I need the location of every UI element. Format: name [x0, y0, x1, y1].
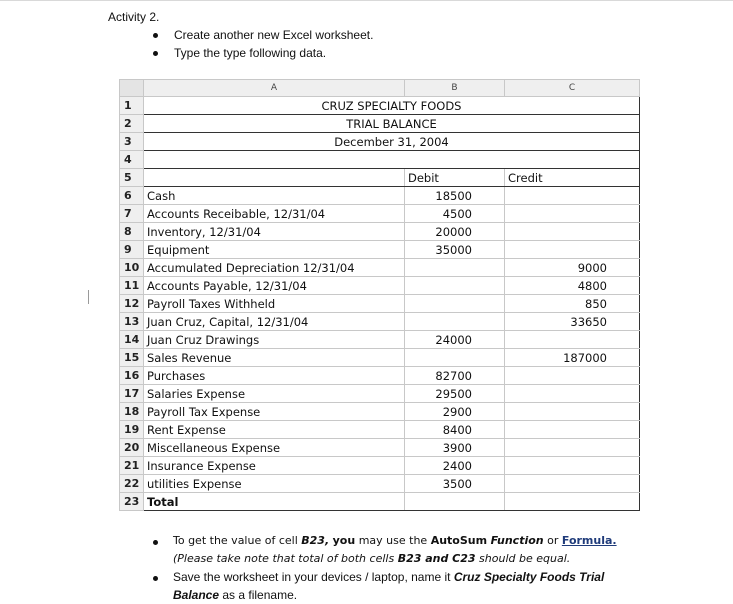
- report-name-cell[interactable]: TRIAL BALANCE: [144, 115, 640, 133]
- note-text: may use the: [355, 534, 431, 547]
- cell-refs-b23-c23: B23 and C23: [397, 552, 476, 565]
- row-number: 20: [120, 439, 144, 457]
- credit-cell[interactable]: [505, 385, 640, 403]
- total-row: [120, 493, 640, 511]
- table-row: [120, 421, 640, 439]
- filename-text: Cruz Specialty Foods Trial Balance: [173, 570, 605, 602]
- debit-cell[interactable]: 2900: [405, 403, 505, 421]
- debit-cell[interactable]: 29500: [405, 385, 505, 403]
- account-cell[interactable]: Salaries Expense: [144, 385, 405, 403]
- row-number: 2: [120, 115, 144, 133]
- table-row: [120, 313, 640, 331]
- debit-cell[interactable]: 35000: [405, 241, 505, 259]
- note-text: Save the worksheet in your devices / laptop, name it: [173, 570, 454, 584]
- table-row: [120, 241, 640, 259]
- debit-cell[interactable]: 2400: [405, 457, 505, 475]
- row-number: 23: [120, 493, 144, 511]
- credit-cell[interactable]: 4800: [505, 277, 640, 295]
- credit-cell[interactable]: [505, 403, 640, 421]
- row-number: 16: [120, 367, 144, 385]
- row-number: 19: [120, 421, 144, 439]
- account-cell[interactable]: Cash: [144, 187, 405, 205]
- credit-header-cell[interactable]: Credit: [505, 169, 640, 187]
- account-cell[interactable]: Payroll Taxes Withheld: [144, 295, 405, 313]
- note-text: or: [543, 534, 562, 547]
- account-cell[interactable]: Insurance Expense: [144, 457, 405, 475]
- company-name-cell[interactable]: CRUZ SPECIALTY FOODS: [144, 97, 640, 115]
- activity-title: Activity 2.: [108, 10, 160, 24]
- credit-cell[interactable]: [505, 475, 640, 493]
- row-number: 5: [120, 169, 144, 187]
- debit-cell[interactable]: 3500: [405, 475, 505, 493]
- account-cell[interactable]: Juan Cruz Drawings: [144, 331, 405, 349]
- instruction-item: Create another new Excel worksheet.: [150, 26, 373, 44]
- row-number: 11: [120, 277, 144, 295]
- credit-total-cell[interactable]: [505, 493, 640, 511]
- row-number: 21: [120, 457, 144, 475]
- table-row: [120, 331, 640, 349]
- autosum-term: AutoSum: [430, 534, 488, 547]
- debit-cell[interactable]: 8400: [405, 421, 505, 439]
- debit-cell[interactable]: [405, 349, 505, 367]
- table-row: [120, 295, 640, 313]
- note-text: (Please take note that total of both cells: [173, 552, 398, 565]
- formula-link[interactable]: Formula.: [561, 534, 617, 547]
- row-number: 10: [120, 259, 144, 277]
- report-date-cell[interactable]: December 31, 2004: [144, 133, 640, 151]
- note-text: as a filename.: [219, 588, 298, 602]
- autosum-note: [150, 532, 650, 568]
- row-number: 14: [120, 331, 144, 349]
- row-number: 15: [120, 349, 144, 367]
- row-number: 13: [120, 313, 144, 331]
- account-cell[interactable]: Sales Revenue: [144, 349, 405, 367]
- debit-header-cell[interactable]: Debit: [405, 169, 505, 187]
- debit-cell[interactable]: 82700: [405, 367, 505, 385]
- account-cell[interactable]: Purchases: [144, 367, 405, 385]
- account-cell[interactable]: utilities Expense: [144, 475, 405, 493]
- debit-cell[interactable]: 4500: [405, 205, 505, 223]
- notes-list: [150, 532, 650, 604]
- spreadsheet: [119, 79, 640, 511]
- row-number: 6: [120, 187, 144, 205]
- table-row: [120, 403, 640, 421]
- table-row: [120, 223, 640, 241]
- account-cell[interactable]: Inventory, 12/31/04: [144, 223, 405, 241]
- row-number: 18: [120, 403, 144, 421]
- table-row: [120, 475, 640, 493]
- blank-cell[interactable]: [144, 151, 640, 169]
- column-header-a[interactable]: A: [144, 80, 405, 97]
- credit-cell[interactable]: 9000: [505, 259, 640, 277]
- row-number: 17: [120, 385, 144, 403]
- debit-cell[interactable]: 18500: [405, 187, 505, 205]
- account-header-cell[interactable]: [144, 169, 405, 187]
- credit-cell[interactable]: [505, 457, 640, 475]
- emphasis-you: you: [332, 534, 356, 547]
- account-cell[interactable]: Payroll Tax Expense: [144, 403, 405, 421]
- row-number: 8: [120, 223, 144, 241]
- select-all-corner[interactable]: [120, 80, 144, 97]
- margin-mark: [88, 290, 89, 304]
- table-row: [120, 439, 640, 457]
- credit-cell[interactable]: [505, 241, 640, 259]
- credit-cell[interactable]: [505, 421, 640, 439]
- table-row: [120, 187, 640, 205]
- cell-ref-b23: B23,: [301, 534, 330, 547]
- row-number: 22: [120, 475, 144, 493]
- row-number: 4: [120, 151, 144, 169]
- column-header-b[interactable]: B: [405, 80, 505, 97]
- row-number: 9: [120, 241, 144, 259]
- note-text: To get the value of cell: [173, 534, 302, 547]
- debit-total-cell[interactable]: [405, 493, 505, 511]
- account-cell[interactable]: Juan Cruz, Capital, 12/31/04: [144, 313, 405, 331]
- table-row: [120, 457, 640, 475]
- debit-cell[interactable]: 24000: [405, 331, 505, 349]
- page-top-border: [0, 0, 733, 1]
- credit-cell[interactable]: [505, 367, 640, 385]
- row-number: 1: [120, 97, 144, 115]
- save-note: [150, 568, 650, 604]
- credit-cell[interactable]: [505, 331, 640, 349]
- instruction-item: Type the type following data.: [150, 44, 373, 62]
- account-cell[interactable]: Rent Expense: [144, 421, 405, 439]
- debit-cell[interactable]: [405, 277, 505, 295]
- credit-cell[interactable]: 33650: [505, 313, 640, 331]
- account-cell[interactable]: Equipment: [144, 241, 405, 259]
- debit-cell[interactable]: 3900: [405, 439, 505, 457]
- table-row: [120, 367, 640, 385]
- row-number: 3: [120, 133, 144, 151]
- credit-cell[interactable]: [505, 187, 640, 205]
- credit-cell[interactable]: [505, 439, 640, 457]
- function-term: Function: [490, 534, 544, 547]
- table-row: [120, 349, 640, 367]
- account-cell[interactable]: Miscellaneous Expense: [144, 439, 405, 457]
- table-row: [120, 205, 640, 223]
- credit-cell[interactable]: 850: [505, 295, 640, 313]
- account-cell[interactable]: Accounts Payable, 12/31/04: [144, 277, 405, 295]
- credit-cell[interactable]: 187000: [505, 349, 640, 367]
- account-cell[interactable]: Accumulated Depreciation 12/31/04: [144, 259, 405, 277]
- debit-cell[interactable]: 20000: [405, 223, 505, 241]
- debit-cell[interactable]: [405, 295, 505, 313]
- note-text: should be equal.: [475, 552, 571, 565]
- account-cell[interactable]: Accounts Receibable, 12/31/04: [144, 205, 405, 223]
- total-label-cell[interactable]: Total: [144, 493, 405, 511]
- debit-cell[interactable]: [405, 313, 505, 331]
- table-row: [120, 259, 640, 277]
- credit-cell[interactable]: [505, 223, 640, 241]
- table-row: [120, 277, 640, 295]
- column-header-c[interactable]: C: [505, 80, 640, 97]
- row-number: 12: [120, 295, 144, 313]
- table-row: [120, 385, 640, 403]
- credit-cell[interactable]: [505, 205, 640, 223]
- debit-cell[interactable]: [405, 259, 505, 277]
- instruction-list: [150, 26, 373, 62]
- row-number: 7: [120, 205, 144, 223]
